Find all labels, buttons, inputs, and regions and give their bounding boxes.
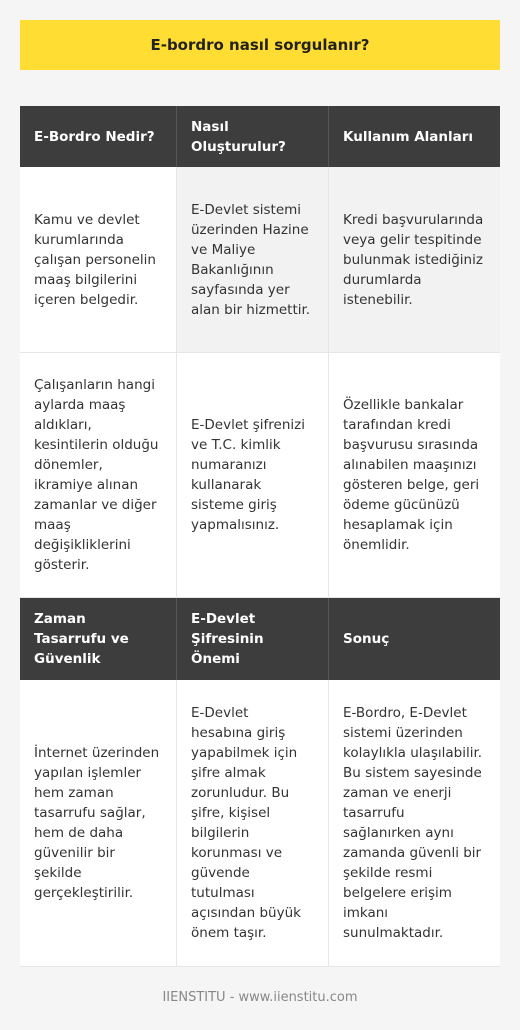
table-cell: E-Devlet sistemi üzerinden Hazine ve Maliye Bakanlığının sayfasında yer alan bir hizmettir. [177,167,329,353]
table-cell: E-Devlet şifrenizi ve T.C. kimlik numaranızı kullanarak sisteme giriş yapmalısınız. [177,353,329,598]
page-title: E-bordro nasıl sorgulanır? [20,20,500,70]
header-kullanim-alanlari: Kullanım Alanları [329,106,500,167]
header-zaman-tasarrufu: Zaman Tasarrufu ve Güvenlik [20,598,177,680]
header-e-bordro-nedir: E-Bordro Nedir? [20,106,177,167]
table-cell: Özellikle bankalar tarafından kredi başvurusu sırasında alınabilen maaşınızı gösteren belge, geri ödeme gücünüzü hesaplamak için önemlidir. [329,353,500,598]
table-cell: İnternet üzerinden yapılan işlemler hem zaman tasarrufu sağlar, hem de daha güvenilir bir şekilde gerçekleştirilir. [20,680,177,967]
header-sonuc: Sonuç [329,598,500,680]
table-cell: E-Devlet hesabına giriş yapabilmek için şifre almak zorunludur. Bu şifre, kişisel bilgilerin korunması ve güvende tutulması açısından büyük önem taşır. [177,680,329,967]
footer-credit: IIENSTITU - www.iienstitu.com [162,990,358,1005]
header-nasil-olusturulur: Nasıl Oluşturulur? [177,106,329,167]
table-cell: E-Bordro, E-Devlet sistemi üzerinden kolaylıkla ulaşılabilir. Bu sistem sayesinde zaman ve enerji tasarrufu sağlanırken aynı zamanda güvenli bir şekilde resmi belgelere erişim imkanı sunulmaktadır. [329,680,500,967]
table-cell: Kamu ve devlet kurumlarında çalışan personelin maaş bilgilerini içeren belgedir. [20,167,177,353]
info-table [20,106,500,967]
table-cell: Çalışanların hangi aylarda maaş aldıkları, kesintilerin olduğu dönemler, ikramiye alınan zamanlar ve diğer maaş değişikliklerini gösterir. [20,353,177,598]
header-e-devlet-sifresi: E-Devlet Şifresinin Önemi [177,598,329,680]
table-cell: Kredi başvurularında veya gelir tespitinde bulunmak istediğiniz durumlarda istenebilir. [329,167,500,353]
